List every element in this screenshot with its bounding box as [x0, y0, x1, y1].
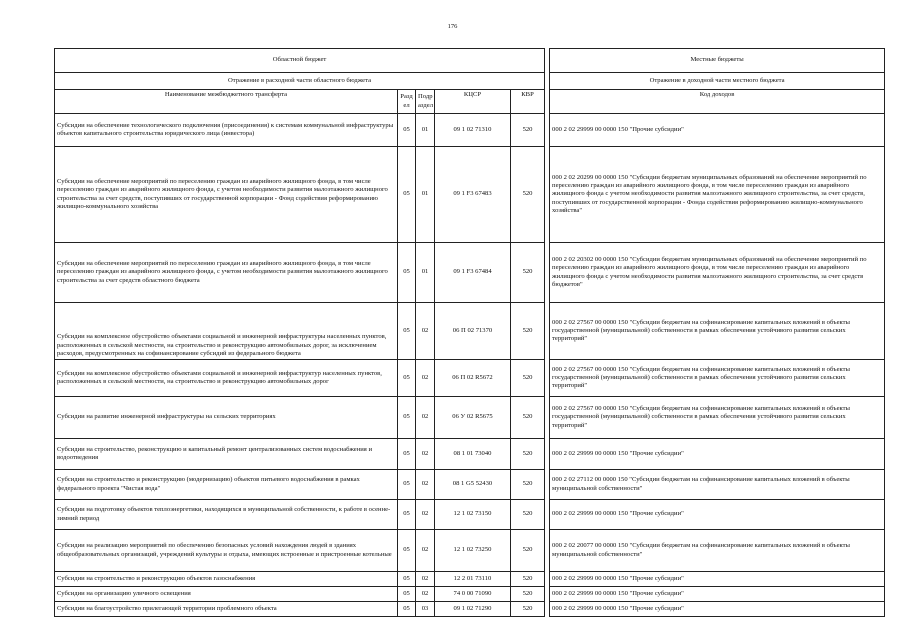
table-row — [55, 303, 885, 360]
budget-transfers-table — [54, 48, 885, 617]
transfer-name: Субсидии на организацию уличного освещения — [55, 587, 398, 602]
transfer-name: Субсидии на реализацию мероприятий по обеспечению безопасных условий нахождения людей в зданиях общеобразовательных организаций, учреждений культуры и отдыха, имеющих встроенные и пристроенные котельные — [55, 530, 398, 572]
transfer-name: Субсидии на строительство и реконструкцию объектов газоснабжения — [55, 572, 398, 587]
column-header-podrazdel: Подр аздел — [416, 90, 435, 114]
table-row — [55, 572, 885, 587]
column-header-income-code: Код доходов — [550, 90, 885, 114]
transfer-name: Субсидии на обеспечение мероприятий по переселению граждан из аварийного жилищного фонда, в том числе переселению граждан из аварийного жилищного фонда, с учетом необходимости развития малоэтажного жилищного строительства за счет средств, поступивших от государственной корпорации - Фонд содействия реформированию жилищно-коммунального хозяйства — [55, 147, 398, 243]
income-code-cell: 000 2 02 29999 00 0000 150 "Прочие субсидии" — [550, 439, 885, 470]
income-code-cell: 000 2 02 29999 00 0000 150 "Прочие субсидии" — [550, 572, 885, 587]
razdel-cell: 05 — [398, 572, 416, 587]
regional-expenditure-header: Отражение в расходной части областного бюджета — [55, 73, 545, 90]
kcsr-cell: 06 П 02 71370 — [435, 303, 511, 360]
podrazdel-cell: 02 — [416, 587, 435, 602]
podrazdel-cell: 02 — [416, 360, 435, 397]
podrazdel-cell: 02 — [416, 439, 435, 470]
table-row — [55, 397, 885, 439]
income-code-cell: 000 2 02 29999 00 0000 150 "Прочие субсидии" — [550, 587, 885, 602]
razdel-cell: 05 — [398, 500, 416, 530]
local-budgets-header: Местные бюджеты — [550, 49, 885, 73]
kcsr-cell: 08 1 G5 52430 — [435, 470, 511, 500]
kcsr-cell: 09 1 F3 67483 — [435, 147, 511, 243]
income-code-cell: 000 2 02 20077 00 0000 150 "Субсидии бюджетам на софинансирование капитальных вложений в объекты муниципальной собственности" — [550, 530, 885, 572]
kcsr-cell: 06 П 02 R5672 — [435, 360, 511, 397]
income-code-cell: 000 2 02 20302 00 0000 150 "Субсидии бюджетам муниципальных образований на обеспечение мероприятий по переселению граждан из аварийного жилищного фонда, в том числе переселению граждан из аварийного жилищного фонда с учетом необходимости развития малоэтажного жилищного строительства, за счет средств бюджетов" — [550, 243, 885, 303]
kvr-cell: 520 — [511, 147, 545, 243]
table-row — [55, 114, 885, 147]
podrazdel-cell: 03 — [416, 602, 435, 617]
kcsr-cell: 09 1 02 71310 — [435, 114, 511, 147]
kvr-cell: 520 — [511, 243, 545, 303]
kvr-cell: 520 — [511, 470, 545, 500]
kvr-cell: 520 — [511, 602, 545, 617]
razdel-cell: 05 — [398, 360, 416, 397]
kcsr-cell: 74 0 00 71090 — [435, 587, 511, 602]
kcsr-cell: 12 1 02 73150 — [435, 500, 511, 530]
razdel-cell: 05 — [398, 147, 416, 243]
kvr-cell: 520 — [511, 114, 545, 147]
transfer-name: Субсидии на строительство, реконструкцию и капитальный ремонт централизованных систем водоснабжения и водоотведения — [55, 439, 398, 470]
transfer-name: Субсидии на комплексное обустройство объектами социальной и инженерной инфраструктур населенных пунктов, расположенных в сельской местности, на строительство и реконструкцию автомобильных дорог — [55, 360, 398, 397]
razdel-cell: 05 — [398, 602, 416, 617]
income-code-cell: 000 2 02 27567 00 0000 150 "Субсидии бюджетам на софинансирование капитальных вложений в объекты государственной (муниципальной) собственности в рамках обеспечения устойчивого развития сельских территорий" — [550, 397, 885, 439]
income-code-cell: 000 2 02 29999 00 0000 150 "Прочие субсидии" — [550, 114, 885, 147]
transfer-name: Субсидии на комплексное обустройство объектами социальной и инженерной инфраструктуры населенных пунктов, расположенных в сельской местности, на строительство и реконструкцию автомобильных дорог, за исключением расходов, предусмотренных на софинансирование субсидий из федерального бюджета — [55, 303, 398, 360]
podrazdel-cell: 01 — [416, 243, 435, 303]
kcsr-cell: 09 1 F3 67484 — [435, 243, 511, 303]
kcsr-cell: 08 1 01 73040 — [435, 439, 511, 470]
podrazdel-cell: 01 — [416, 114, 435, 147]
table-row — [55, 243, 885, 303]
income-code-cell: 000 2 02 27567 00 0000 150 "Субсидии бюджетам на софинансирование капитальных вложений в объекты государственной (муниципальной) собственности в рамках обеспечения устойчивого развития сельских территорий" — [550, 303, 885, 360]
podrazdel-cell: 02 — [416, 397, 435, 439]
transfer-name: Субсидии на обеспечение технологического подключения (присоединения) к системам коммунальной инфраструктуры объектов капитального строительства юридического лица (инвестора) — [55, 114, 398, 147]
kvr-cell: 520 — [511, 303, 545, 360]
local-income-header: Отражение в доходной части местного бюджета — [550, 73, 885, 90]
kcsr-cell: 12 2 01 73110 — [435, 572, 511, 587]
table-row — [55, 147, 885, 243]
transfer-name: Субсидии на строительство и реконструкцию (модернизацию) объектов питьевого водоснабжения в рамках федерального проекта "Чистая вода" — [55, 470, 398, 500]
podrazdel-cell: 02 — [416, 303, 435, 360]
transfer-name: Субсидии на развитие инженерной инфраструктуры на сельских территориях — [55, 397, 398, 439]
table-row — [55, 439, 885, 470]
transfer-name: Субсидии на обеспечение мероприятий по переселению граждан из аварийного жилищного фонда, в том числе переселению граждан из аварийного жилищного фонда, с учетом необходимости развития малоэтажного жилищного строительства за счет средств областного бюджета — [55, 243, 398, 303]
kvr-cell: 520 — [511, 439, 545, 470]
razdel-cell: 05 — [398, 397, 416, 439]
razdel-cell: 05 — [398, 470, 416, 500]
regional-budget-header: Областной бюджет — [55, 49, 545, 73]
table-row — [55, 500, 885, 530]
podrazdel-cell: 02 — [416, 470, 435, 500]
razdel-cell: 05 — [398, 303, 416, 360]
kvr-cell: 520 — [511, 530, 545, 572]
column-header-razdel: Разд ел — [398, 90, 416, 114]
income-code-cell: 000 2 02 29999 00 0000 150 "Прочие субсидии" — [550, 602, 885, 617]
table-row — [55, 587, 885, 602]
transfer-name: Субсидии на благоустройство прилегающей территории проблемного объекта — [55, 602, 398, 617]
income-code-cell: 000 2 02 27567 00 0000 150 "Субсидии бюджетам на софинансирование капитальных вложений в объекты государственной (муниципальной) собственности в рамках обеспечения устойчивого развития сельских территорий" — [550, 360, 885, 397]
kvr-cell: 520 — [511, 587, 545, 602]
kvr-cell: 520 — [511, 500, 545, 530]
page-number: 176 — [447, 23, 458, 30]
podrazdel-cell: 01 — [416, 147, 435, 243]
podrazdel-cell: 02 — [416, 572, 435, 587]
kcsr-cell: 09 1 02 71290 — [435, 602, 511, 617]
table-row — [55, 602, 885, 617]
income-code-cell: 000 2 02 20299 00 0000 150 "Субсидии бюджетам муниципальных образований на обеспечение мероприятий по переселению граждан из аварийного жилищного фонда, в том числе переселению граждан из аварийного жилищного фонда с учетом необходимости развития малоэтажного жилищного строительства, за счет средств, поступивших от государственной корпорации - Фонда содействия реформированию жилищно-коммунального хозяйства" — [550, 147, 885, 243]
column-header-kvr: КВР — [511, 90, 545, 114]
kvr-cell: 520 — [511, 360, 545, 397]
podrazdel-cell: 02 — [416, 500, 435, 530]
kcsr-cell: 06 У 02 R5675 — [435, 397, 511, 439]
kcsr-cell: 12 1 02 73250 — [435, 530, 511, 572]
table-row — [55, 470, 885, 500]
kvr-cell: 520 — [511, 572, 545, 587]
razdel-cell: 05 — [398, 114, 416, 147]
podrazdel-cell: 02 — [416, 530, 435, 572]
razdel-cell: 05 — [398, 587, 416, 602]
kvr-cell: 520 — [511, 397, 545, 439]
column-header-kcsr: КЦСР — [435, 90, 511, 114]
razdel-cell: 05 — [398, 439, 416, 470]
transfer-name: Субсидии на подготовку объектов теплоэнергетики, находящихся в муниципальной собственности, к работе в осенне-зимний период — [55, 500, 398, 530]
column-header-name: Наименование межбюджетного трансферта — [55, 90, 398, 114]
table-row — [55, 360, 885, 397]
income-code-cell: 000 2 02 29999 00 0000 150 "Прочие субсидии" — [550, 500, 885, 530]
income-code-cell: 000 2 02 27112 00 0000 150 "Субсидии бюджетам на софинансирование капитальных вложений в объекты муниципальной собственности" — [550, 470, 885, 500]
table-row — [55, 530, 885, 572]
razdel-cell: 05 — [398, 530, 416, 572]
razdel-cell: 05 — [398, 243, 416, 303]
